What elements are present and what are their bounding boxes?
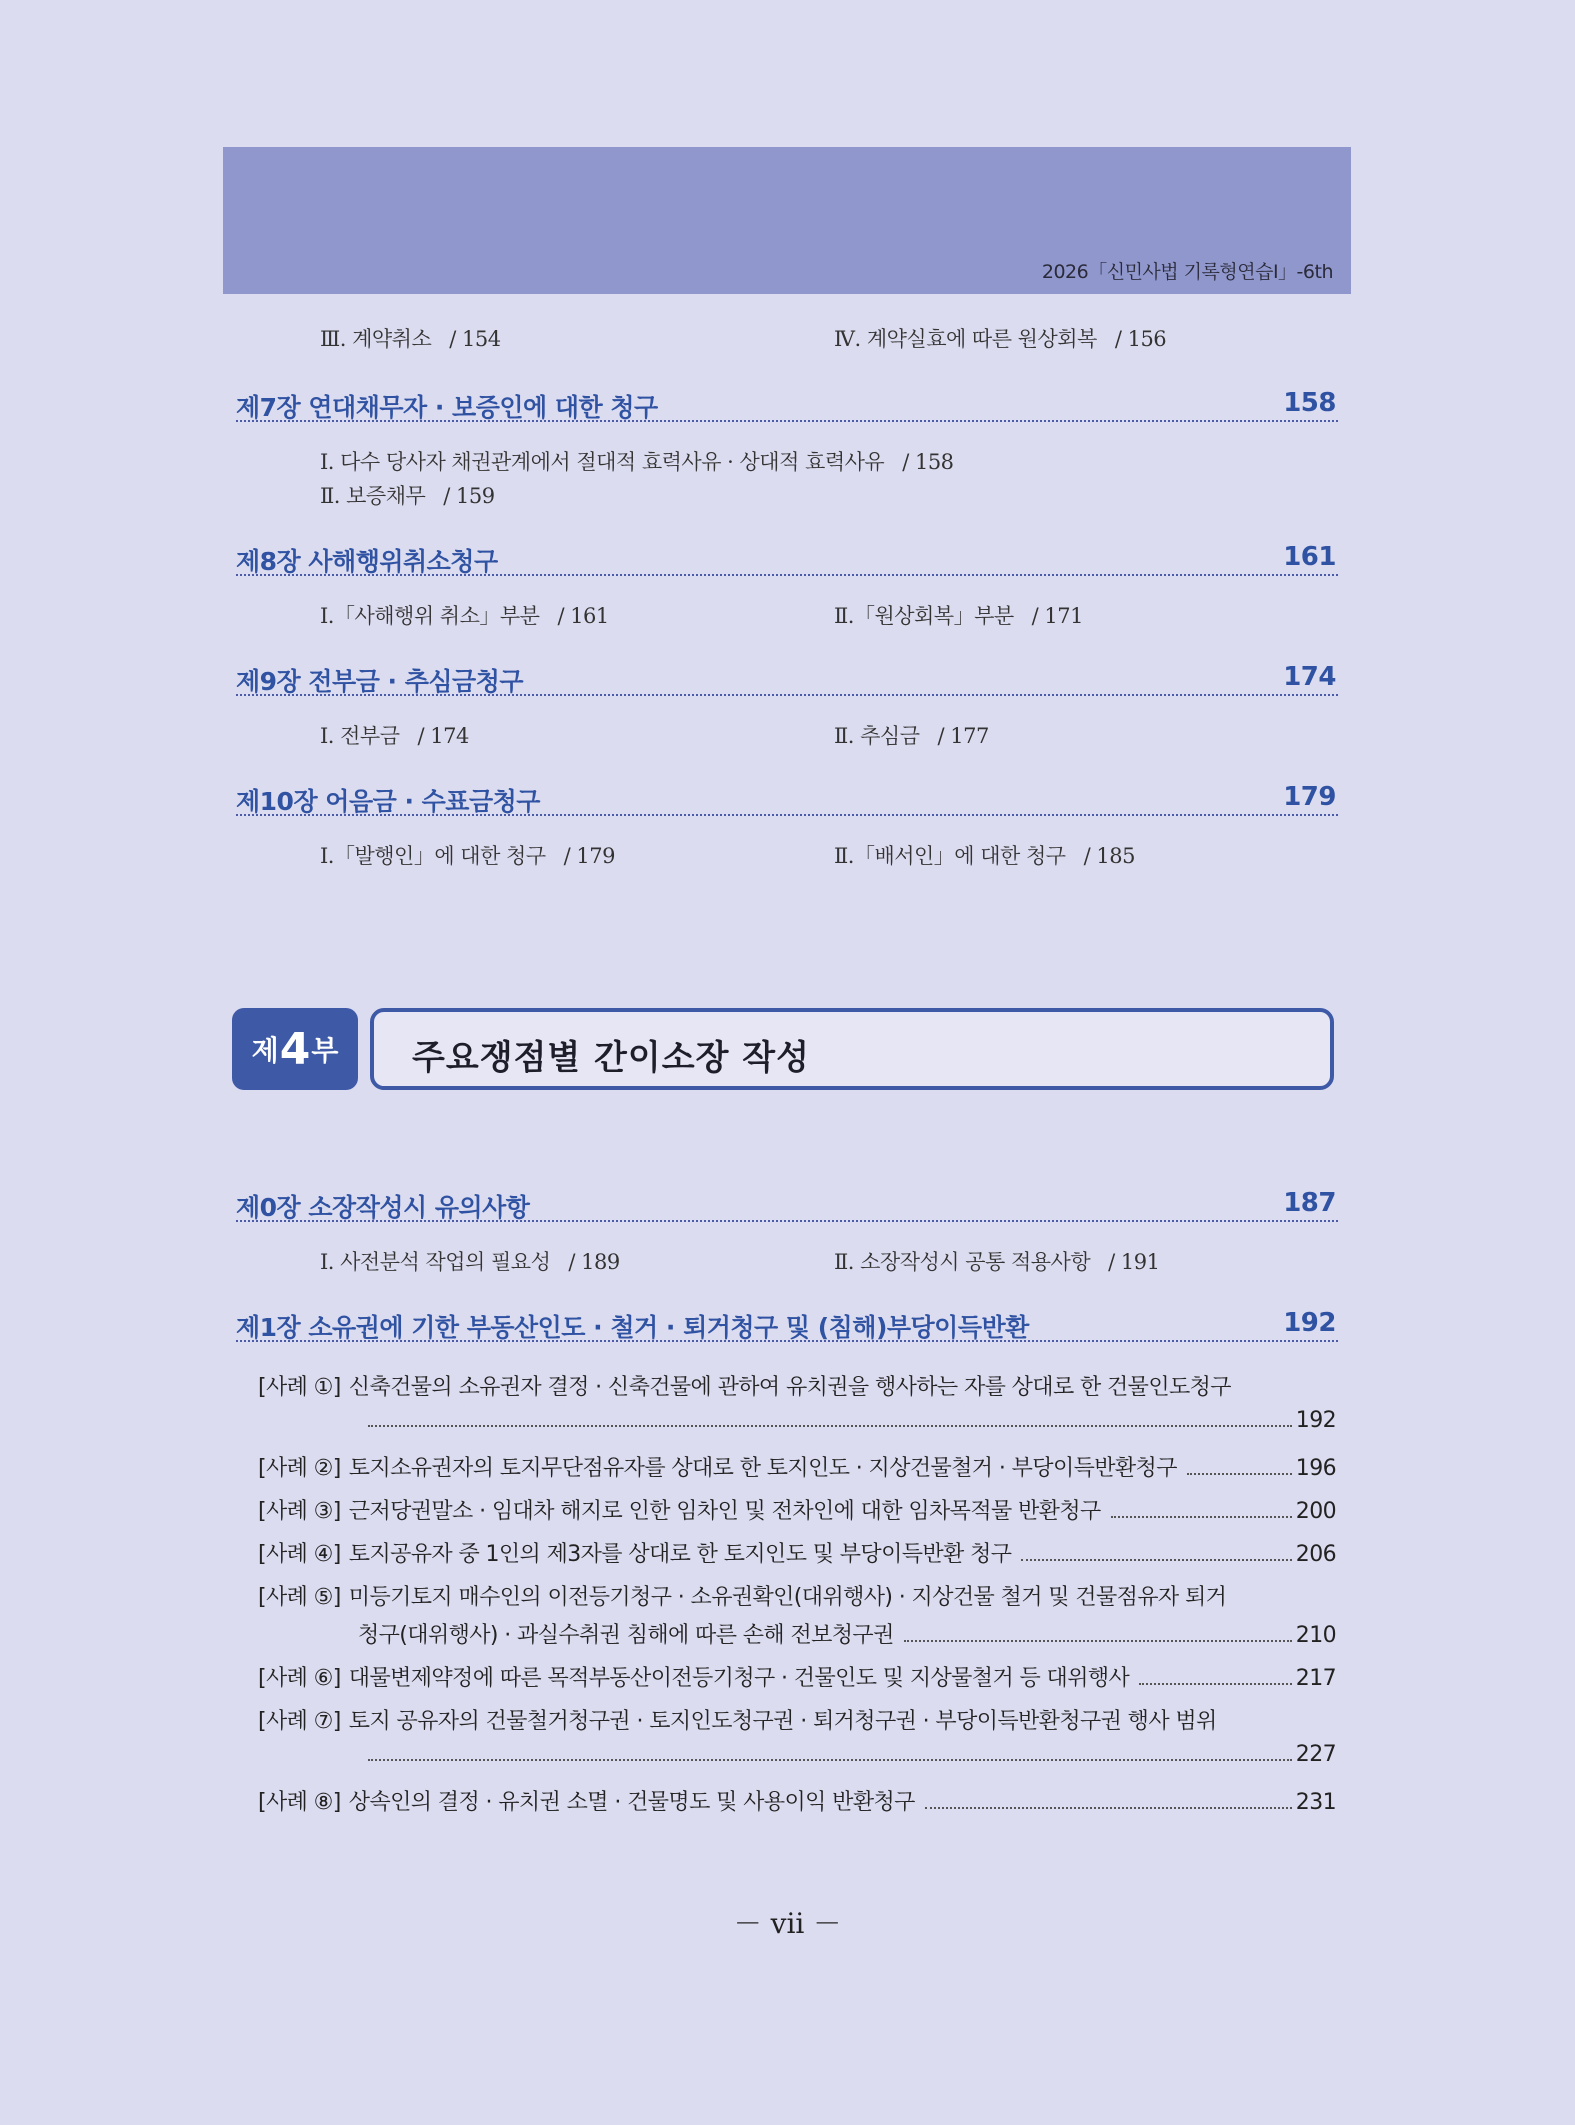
toc-section-label: Ⅰ.「발행인」에 대한 청구 xyxy=(320,844,546,868)
case-page: 200 xyxy=(1295,1499,1336,1524)
toc-section-item[interactable] xyxy=(320,480,495,510)
case-entry[interactable] xyxy=(258,1537,1336,1575)
case-entry[interactable] xyxy=(258,1494,1336,1532)
toc-section-page: / 171 xyxy=(1031,604,1084,628)
chapter-page: 187 xyxy=(1283,1188,1336,1218)
toc-section-label: Ⅰ. 사전분석 작업의 필요성 xyxy=(320,1250,551,1274)
toc-chapter-heading[interactable] xyxy=(236,782,1338,816)
toc-chapter-heading[interactable] xyxy=(236,1308,1338,1342)
case-label: [사례 ⑥] xyxy=(258,1666,341,1691)
case-page: 206 xyxy=(1295,1542,1336,1567)
toc-section-page: / 158 xyxy=(902,450,954,474)
toc-section-label: Ⅱ.「원상회복」부분 xyxy=(834,604,1014,628)
toc-section-item[interactable] xyxy=(320,600,609,630)
toc-section-item[interactable] xyxy=(834,600,1083,630)
toc-section-page: / 191 xyxy=(1108,1250,1160,1274)
toc-section-page: / 161 xyxy=(557,604,609,628)
case-page: 196 xyxy=(1295,1456,1336,1481)
case-text: 토지소유권자의 토지무단점유자를 상대로 한 토지인도 · 지상건물철거 · 부당이득반환청구 xyxy=(348,1456,1177,1481)
toc-section-label: Ⅱ. 추심금 xyxy=(834,724,920,748)
toc-section-item[interactable] xyxy=(320,1246,620,1276)
toc-section-item[interactable] xyxy=(320,840,615,870)
toc-section-page: / 189 xyxy=(568,1250,620,1274)
toc-section-label: Ⅲ. 계약취소 xyxy=(320,327,432,351)
case-entry[interactable] xyxy=(258,1580,1336,1656)
case-entry[interactable] xyxy=(258,1661,1336,1699)
toc-section-item[interactable] xyxy=(834,840,1135,870)
case-page: 217 xyxy=(1295,1666,1336,1691)
part-badge xyxy=(232,1008,358,1090)
toc-section-item[interactable] xyxy=(834,720,989,750)
case-entry[interactable] xyxy=(258,1704,1336,1780)
toc-section-page: / 156 xyxy=(1114,327,1167,351)
chapter-page: 179 xyxy=(1283,782,1336,812)
toc-section-item[interactable] xyxy=(834,1246,1159,1276)
chapter-title: 제10장 어음금 · 수표금청구 xyxy=(236,787,540,816)
case-label: [사례 ②] xyxy=(258,1456,341,1481)
case-page: 231 xyxy=(1295,1790,1336,1815)
case-entry[interactable] xyxy=(258,1370,1336,1446)
chapter-title: 제0장 소장작성시 유의사항 xyxy=(236,1193,530,1222)
toc-section-label: Ⅰ.「사해행위 취소」부분 xyxy=(320,604,540,628)
toc-section-page: / 185 xyxy=(1083,844,1135,868)
case-text: 토지 공유자의 건물철거청구권 · 토지인도청구권 · 퇴거청구권 · 부당이득반환청구권 행사 범위 xyxy=(348,1709,1217,1734)
chapter-title: 제7장 연대채무자 · 보증인에 대한 청구 xyxy=(236,393,658,422)
case-entry[interactable] xyxy=(258,1785,1336,1823)
case-label: [사례 ⑤] xyxy=(258,1585,341,1610)
toc-section-page: / 177 xyxy=(937,724,989,748)
case-label: [사례 ①] xyxy=(258,1375,341,1400)
toc-chapter-heading[interactable] xyxy=(236,542,1338,576)
toc-section-item[interactable] xyxy=(320,323,501,353)
leader-dots xyxy=(1021,1559,1291,1561)
toc-chapter-heading[interactable] xyxy=(236,662,1338,696)
toc-section-label: Ⅰ. 다수 당사자 채권관계에서 절대적 효력사유 · 상대적 효력사유 xyxy=(320,450,885,474)
toc-section-label: Ⅱ. 소장작성시 공통 적용사항 xyxy=(834,1250,1091,1274)
chapter-title: 제8장 사해행위취소청구 xyxy=(236,547,498,576)
toc-section-label: Ⅱ.「배서인」에 대한 청구 xyxy=(834,844,1066,868)
case-entry[interactable] xyxy=(258,1451,1336,1489)
toc-section-label: Ⅱ. 보증채무 xyxy=(320,484,426,508)
case-page: 210 xyxy=(1295,1623,1336,1648)
toc-section-page: / 159 xyxy=(443,484,495,508)
header-label: 2026「신민사법 기록형연습Ⅰ」-6th xyxy=(1041,261,1333,283)
chapter-page: 192 xyxy=(1283,1308,1336,1338)
case-text-continued: 청구(대위행사) · 과실수취권 침해에 따른 손해 전보청구권 xyxy=(358,1623,894,1648)
toc-section-label: Ⅰ. 전부금 xyxy=(320,724,400,748)
part-suffix: 부 xyxy=(311,1034,339,1067)
case-text: 신축건물의 소유권자 결정 · 신축건물에 관하여 유치권을 행사하는 자를 상대로 한 건물인도청구 xyxy=(348,1375,1231,1400)
chapter-page: 174 xyxy=(1283,662,1336,692)
case-text: 상속인의 결정 · 유치권 소멸 · 건물명도 및 사용이익 반환청구 xyxy=(348,1790,915,1815)
toc-section-page: / 179 xyxy=(563,844,615,868)
part-title: 주요쟁점별 간이소장 작성 xyxy=(412,1038,810,1078)
part-prefix: 제 xyxy=(251,1034,279,1067)
toc-section-item[interactable] xyxy=(320,720,469,750)
case-page: 192 xyxy=(1295,1408,1336,1433)
leader-dots xyxy=(1111,1516,1292,1518)
chapter-title: 제9장 전부금 · 추심금청구 xyxy=(236,667,524,696)
leader-dots xyxy=(1187,1473,1292,1475)
toc-section-item[interactable] xyxy=(320,446,954,476)
case-page: 227 xyxy=(1295,1742,1336,1767)
leader-dots xyxy=(1139,1683,1292,1685)
case-text: 미등기토지 매수인의 이전등기청구 · 소유권확인(대위행사) · 지상건물 철거 및 건물점유자 퇴거 xyxy=(348,1585,1227,1610)
toc-section-page: / 174 xyxy=(417,724,469,748)
leader-dots xyxy=(904,1640,1292,1642)
header-band xyxy=(223,147,1351,294)
case-label: [사례 ④] xyxy=(258,1542,341,1567)
page-number: － vii － xyxy=(733,1907,842,1940)
toc-section-item[interactable] xyxy=(834,323,1166,353)
leader-dots xyxy=(925,1807,1292,1809)
case-text: 근저당권말소 · 임대차 해지로 인한 임차인 및 전차인에 대한 임차목적물 반환청구 xyxy=(348,1499,1101,1524)
case-label: [사례 ③] xyxy=(258,1499,341,1524)
toc-section-label: Ⅳ. 계약실효에 따른 원상회복 xyxy=(834,327,1097,351)
case-label: [사례 ⑧] xyxy=(258,1790,341,1815)
toc-chapter-heading[interactable] xyxy=(236,1188,1338,1222)
case-text: 토지공유자 중 1인의 제3자를 상대로 한 토지인도 및 부당이득반환 청구 xyxy=(348,1542,1012,1567)
part-title-box[interactable] xyxy=(370,1008,1334,1090)
case-text: 대물변제약정에 따른 목적부동산이전등기청구 · 건물인도 및 지상물철거 등 대위행사 xyxy=(348,1666,1130,1691)
leader-dots xyxy=(368,1425,1292,1427)
toc-chapter-heading[interactable] xyxy=(236,388,1338,422)
chapter-title: 제1장 소유권에 기한 부동산인도 · 철거 · 퇴거청구 및 (침해)부당이득반환 xyxy=(236,1313,1029,1342)
chapter-page: 158 xyxy=(1283,388,1336,418)
chapter-page: 161 xyxy=(1283,542,1336,572)
part-number: 4 xyxy=(279,1023,311,1075)
case-label: [사례 ⑦] xyxy=(258,1709,341,1734)
leader-dots xyxy=(368,1759,1292,1761)
toc-section-page: / 154 xyxy=(449,327,501,351)
